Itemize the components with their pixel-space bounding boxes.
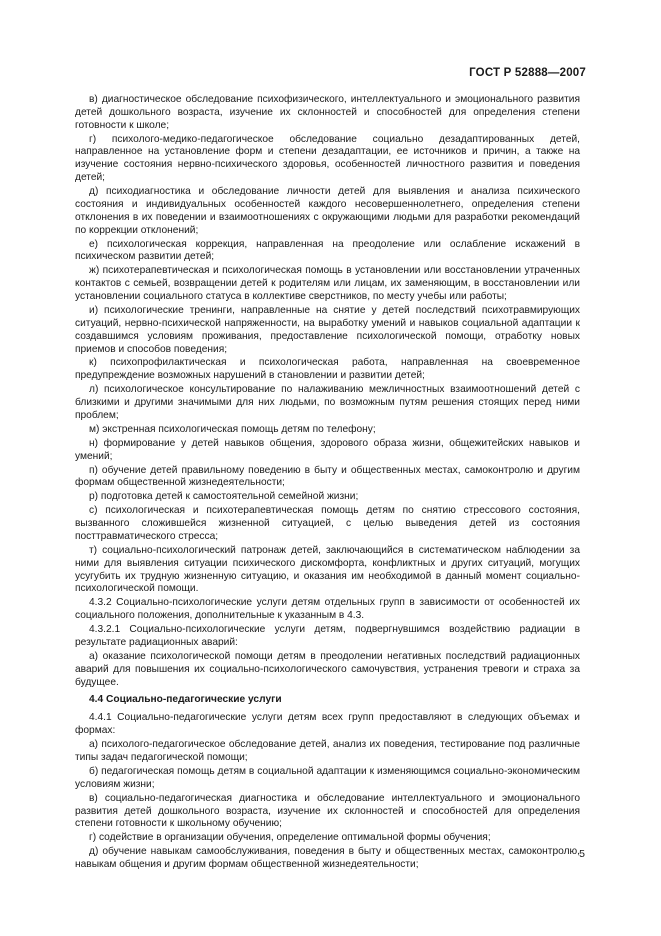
paragraph: с) психологическая и психотерапевтическая помощь детям по снятию стрессового состояния, вызванного сложившейся жизненной ситуацией, с целью выведения детей из состояния посттравматического стресса; bbox=[75, 505, 580, 542]
paragraph: е) психологическая коррекция, направленная на преодоление или ослабление искажений в психическом развитии детей; bbox=[75, 238, 580, 263]
paragraph: д) психодиагностика и обследование личности детей для выявления и анализа психического состояния и индивидуальных особенностей каждого несовершеннолетнего, определения степени отклонения в их поведении и взаимоотношениях с окружающими людьми для разработки рекомендаций по коррекции отклонений; bbox=[75, 186, 580, 236]
paragraph: г) содействие в организации обучения, определение оптимальной формы обучения; bbox=[89, 832, 491, 844]
paragraph: в) диагностическое обследование психофизического, интеллектуального и эмоционального развития детей дошкольного возраста, изучение их склонностей и способностей для определения степени готовности к школе; bbox=[75, 94, 580, 131]
paragraph: 4.3.2.1 Социально-психологические услуги детям, подвергнувшимся воздействию радиации в результате радиационных аварий: bbox=[75, 624, 580, 648]
paragraph: м) экстренная психологическая помощь детям по телефону; bbox=[89, 423, 376, 435]
paragraph: д) обучение навыкам самообслуживания, поведения в быту и общественных местах, самоконтролю, навыкам общения и другим формам общественной жизнедеятельности; bbox=[75, 846, 580, 871]
paragraph: р) подготовка детей к самостоятельной семейной жизни; bbox=[89, 491, 359, 503]
paragraph: в) социально-педагогическая диагностика и обследование интеллектуального и эмоционального развития детей дошкольного возраста, изучение их склонностей и способностей для определения степени готовности к школьному обучению; bbox=[75, 792, 580, 830]
paragraph: к) психопрофилактическая и психологическая работа, направленная на своевременное предупреждение возможных нарушений в становлении и развитии детей; bbox=[75, 357, 580, 382]
paragraph: н) формирование у детей навыков общения, здорового образа жизни, общежитейских навыков и умений; bbox=[75, 437, 580, 462]
document-body bbox=[75, 94, 580, 873]
paragraph: а) психолого-педагогическое обследование детей, анализ их поведения, тестирование под различные типы задач педагогической помощи; bbox=[75, 739, 580, 763]
paragraph: и) психологические тренинги, направленные на снятие у детей последствий психотравмирующих ситуаций, нервно-психической напряженности, на выработку умений и навыков социальной адаптации к создавшимся условиям проживания, предоставление психологической помощи, отработку новых приемов и способов поведения; bbox=[75, 304, 580, 355]
paragraph: 4.4.1 Социально-педагогические услуги детям всех групп предоставляют в следующих объемах и формах: bbox=[75, 712, 580, 737]
paragraph: 4.3.2 Социально-психологические услуги детям отдельных групп в зависимости от особенностей их социального положения, дополнительные к указанным в 4.3. bbox=[75, 597, 580, 622]
document-header: ГОСТ Р 52888—2007 bbox=[469, 67, 586, 79]
paragraph: а) оказание психологической помощи детям в преодолении негативных последствий радиационных аварий для повышения их социально-психологического самочувствия, устранения тревоги и страха за будущее. bbox=[75, 650, 580, 688]
paragraph: п) обучение детей правильному поведению в быту и общественных местах, самоконтролю и другим формам общественной жизнедеятельности; bbox=[75, 464, 580, 489]
paragraph: б) педагогическая помощь детям в социальной адаптации к изменяющимся социально-экономическим условиям жизни; bbox=[75, 765, 580, 790]
paragraph: л) психологическое консультирование по налаживанию межличностных взаимоотношений детей с близкими и другими значимыми для них людьми, по возможным путям решения стоящих перед ними проблем; bbox=[75, 384, 580, 421]
page-number: 5 bbox=[579, 848, 585, 860]
paragraph: г) психолого-медико-педагогическое обследование социально дезадаптированных детей, направленное на установление форм и степени дезадаптации, ее источников и причин, а также на изучение состояния нервно-психического здоровья, особенностей личностного развития и поведения детей; bbox=[75, 133, 580, 184]
paragraph: ж) психотерапевтическая и психологическая помощь в установлении или восстановлении утраченных контактов с семьей, возвращении детей к родителям или лицам, их заменяющим, в восстановлении или установлении социального статуса в коллективе сверстников, по месту учебы или работы; bbox=[75, 265, 580, 303]
paragraph: т) социально-психологический патронаж детей, заключающийся в систематическом наблюдении за ними для выявления ситуации психического дискомфорта, конфликтных и других ситуаций, могущих усугубить их трудную жизненную ситуацию, и оказания им необходимой в данный момент социально-психологической помощи. bbox=[75, 544, 580, 595]
section-heading: 4.4 Социально-педагогические услуги bbox=[89, 694, 282, 706]
